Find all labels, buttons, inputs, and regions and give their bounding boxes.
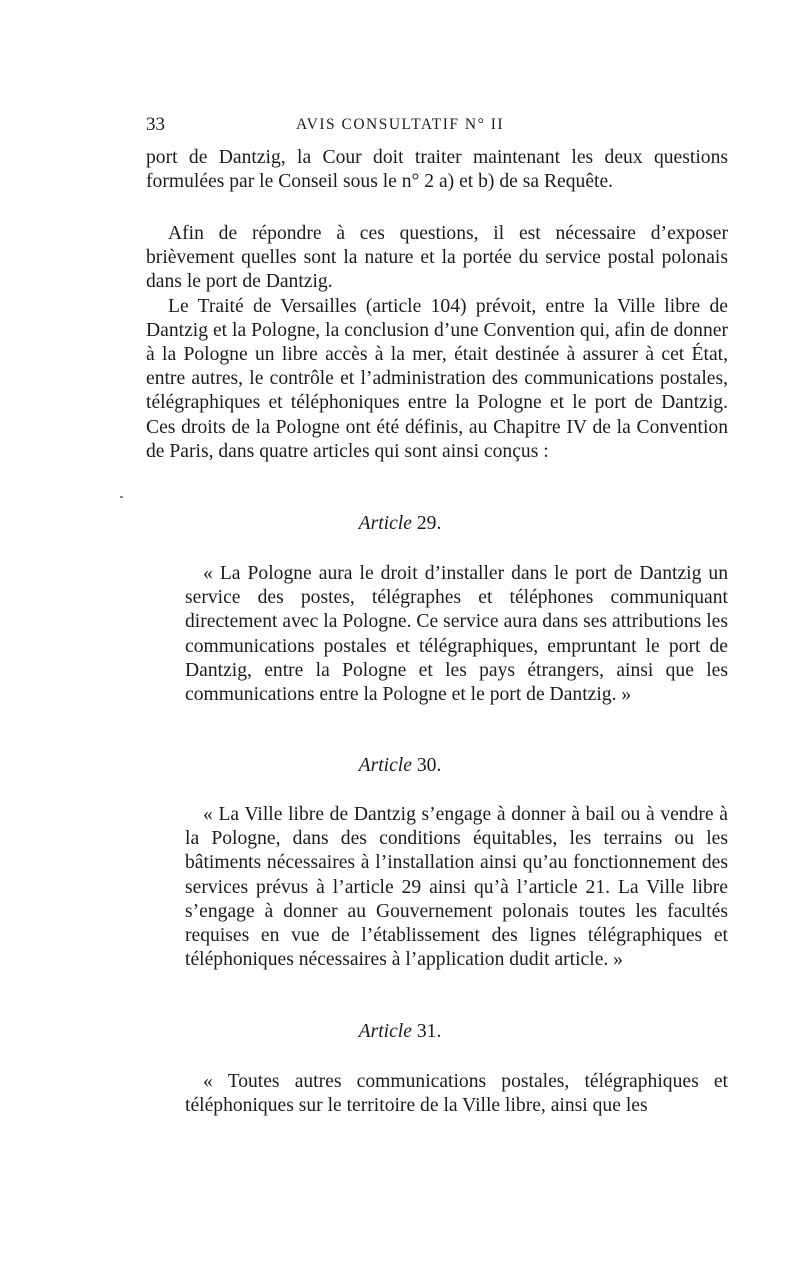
intro-paragraph [146, 146, 728, 194]
article-30-text: « La Ville libre de Dantzig s’engage à donner à bail ou à vendre à la Pologne, dans des conditions équitables, les terrains ou les bâtiments nécessaires à l’installation ainsi qu’au fonctionnement des services prévus à l’article 29 ainsi qu’à l’article 21. La Ville libre s’engage à donner au Gouvernement polonais toutes les facultés requises en vue de l’établissement des lignes télégraphiques et téléphoniques nécessaires à l’application dudit article. » [185, 804, 728, 971]
article-heading-number: 30. [416, 755, 442, 776]
article-30-quote [185, 803, 728, 972]
article-31-quote [185, 1070, 728, 1118]
intro-paragraph-text: port de Dantzig, la Cour doit traiter maintenant les deux questions formulées par le Conseil sous le n° 2 a) et b) de sa Requête. [146, 147, 728, 193]
article-heading-word: Article [358, 513, 412, 534]
article-heading-word: Article [358, 1021, 412, 1042]
page-number: 33 [146, 114, 165, 135]
article-heading-29 [0, 513, 800, 535]
article-29-text: « La Pologne aura le droit d’installer dans le port de Dantzig un service des postes, télégraphes et téléphones communiquant directement avec la Pologne. Ce service aura dans ses attributions les communications postales et télégraphiques, empruntant le port de Dantzig, entre la Pologne et les pays étrangers, ainsi que les communications entre la Pologne et le port de Dantzig. » [185, 563, 728, 706]
running-title: AVIS CONSULTATIF N° II [295, 116, 505, 133]
paragraph-1: Afin de répondre à ces questions, il est nécessaire d’exposer brièvement quelles sont la nature et la portée du service postal polonais dans le port de Dantzig. [146, 223, 728, 293]
body-section [146, 222, 728, 464]
paragraph-2: Le Traité de Versailles (article 104) prévoit, entre la Ville libre de Dantzig et la Pologne, la conclusion d’une Convention qui, afin de donner à la Pologne un libre accès à la mer, était destinée à assurer à cet État, entre autres, le contrôle et l’administration des communications postales, télégraphiques et téléphoniques entre la Pologne et le port de Dantzig. Ces droits de la Pologne ont été définis, au Chapitre IV de la Convention de Paris, dans quatre articles qui sont ainsi conçus : [146, 295, 728, 462]
article-heading-word: Article [358, 755, 412, 776]
scan-speck [120, 496, 123, 498]
article-heading-number: 31. [416, 1021, 442, 1042]
article-29-quote [185, 562, 728, 707]
article-heading-number: 29. [416, 513, 442, 534]
article-heading-31 [0, 1021, 800, 1043]
article-31-text: « Toutes autres communications postales, télégraphiques et téléphoniques sur le territoire de la Ville libre, ainsi que les [185, 1071, 728, 1117]
article-heading-30 [0, 755, 800, 777]
